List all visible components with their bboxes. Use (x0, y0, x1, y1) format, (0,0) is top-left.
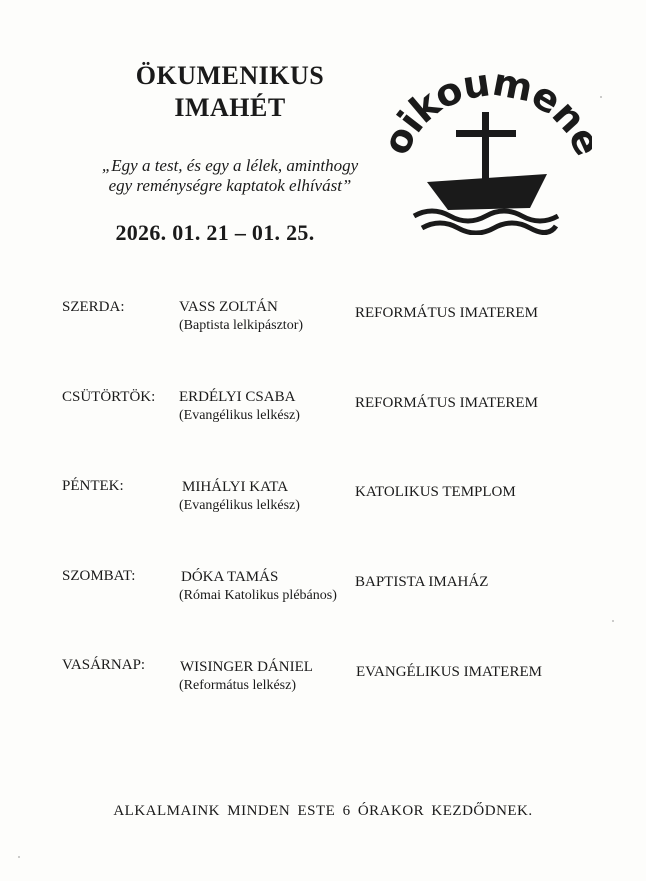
venue: EVANGÉLIKUS IMATEREM (356, 664, 542, 680)
speaker-name: WISINGER DÁNIEL (180, 659, 313, 675)
venue: BAPTISTA IMAHÁZ (355, 574, 489, 590)
motto-line-2: egy reménységre kaptatok elhívást” (108, 176, 352, 195)
speaker-role: (Református lelkész) (179, 678, 297, 693)
speaker-role: (Baptista lelkipásztor) (179, 318, 304, 333)
day-label: VASÁRNAP: (62, 657, 146, 673)
venue: KATOLIKUS TEMPLOM (355, 484, 516, 500)
scan-speck (600, 96, 602, 98)
speaker-name: ERDÉLYI CSABA (179, 389, 296, 405)
speaker-role: (Evangélikus lelkész) (179, 498, 300, 513)
scan-speck (612, 620, 614, 622)
day-label: SZOMBAT: (62, 568, 136, 584)
scan-speck (18, 856, 20, 858)
day-label: PÉNTEK: (62, 478, 124, 494)
page-subtitle: IMAHÉT (174, 93, 286, 122)
speaker-name: VASS ZOLTÁN (179, 299, 278, 315)
speaker-role: (Római Katolikus plébános) (179, 588, 337, 603)
page-title: ÖKUMENIKUS (135, 61, 325, 90)
logo-wordmark: ikoumen (389, 60, 592, 141)
day-label: SZERDA: (62, 299, 125, 315)
venue: REFORMÁTUS IMATEREM (355, 305, 538, 321)
speaker-name: MIHÁLYI KATA (182, 479, 289, 495)
speaker-role: (Evangélikus lelkész) (179, 408, 300, 423)
event-dates: 2026. 01. 21 – 01. 25. (115, 220, 315, 245)
ship-cross-icon (382, 60, 592, 235)
oikoumene-logo (382, 60, 592, 240)
venue: REFORMÁTUS IMATEREM (355, 395, 538, 411)
motto-line-1: „Egy a test, és egy a lélek, aminthogy (101, 156, 359, 175)
day-label: CSÜTÖRTÖK: (62, 389, 156, 405)
speaker-name: DÓKA TAMÁS (181, 569, 279, 585)
footer-note: ALKALMAINK MINDEN ESTE 6 ÓRAKOR KEZDŐDNEK. (113, 803, 533, 819)
